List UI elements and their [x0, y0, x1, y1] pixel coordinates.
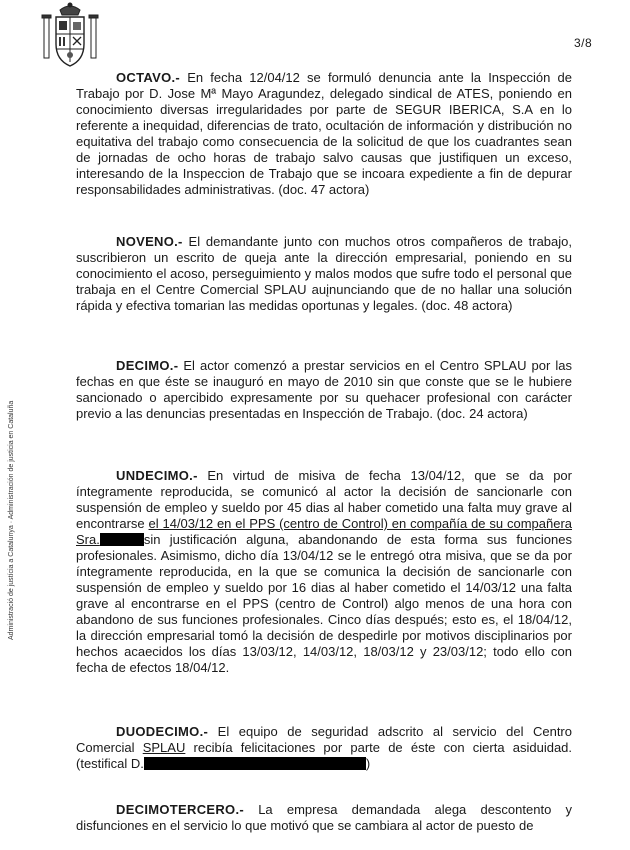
text-duodecimo-3: )	[365, 756, 371, 771]
heading-noveno: NOVENO.-	[116, 234, 183, 249]
side-watermark-text: Administració de justícia a Catalunya · Administración de justicia en Cataluña	[8, 400, 15, 640]
text-undecimo-underlined: el 14/03/12 en el PPS (centro de Control) en compañía de su compañera Sra.	[76, 516, 573, 547]
paragraph-decimo	[76, 358, 572, 422]
redaction-bar	[100, 533, 144, 546]
heading-decimo: DECIMO.-	[116, 358, 179, 373]
paragraph-octavo	[76, 70, 572, 198]
text-octavo: En fecha 12/04/12 se formuló denuncia ante la Inspección de Trabajo por D. Jose Mª Mayo Aragundez, delegado sindical de ATES, poniendo en conocimiento diversas irregularidades por parte de SEGUR IBERICA, S.A en lo referente a inequidad, diferencias de trato, ocultación de información y distribución no equitativa del trabajo como consecuencia de la solicitud de que los cuadrantes sean de jornadas de ocho horas de trabajo salvo causas que justifiquen un exceso, interesando de la Inspeccion de Trabajo que se incoara expediente a fin de depurar responsabilidades administrativas. (doc. 47 actora)	[76, 70, 572, 197]
heading-undecimo: UNDECIMO.-	[116, 468, 198, 483]
text-decimotercero: La empresa demandada alega descontento y disfunciones en el servicio lo que motivó que se cambiara al actor de puesto de	[76, 802, 572, 833]
coat-of-arms-icon	[36, 2, 104, 70]
text-undecimo-1: En virtud de misiva de fecha 13/04/12, que se da por íntegramente reproducida, se comunicó al actor la decisión de sancionarle con suspensión de empleo y sueldo por 45 dias al haber cometido una falta muy grave al encontrarse	[76, 468, 572, 531]
paragraph-noveno	[76, 234, 572, 314]
paragraph-undecimo	[76, 468, 572, 676]
redaction-bar-witness	[144, 757, 366, 770]
text-duodecimo-underlined: SPLAU	[142, 740, 186, 755]
text-undecimo-2: sin justificación alguna, abandonando de esta forma sus funciones profesionales. Asimismo, dicho día 13/04/12 se le entregó otra misiva, que se da por íntegramente reproducida, en la que se comunica la decisión de sancionarle con suspensión de empleo y sueldo por 16 dias al haber cometido el 14/03/12 una falta grave al encontrarse en el PPS (centro de Control) algo menos de una hora con abandono de sus funciones profesionales. Cinco días después; esto es, el 18/04/12, la dirección empresarial tomó la decisión de despedirle por motivos disciplinarios por hechos acaecidos los días 13/03/12, 14/03/12, 18/03/12 y 23/03/12; todo ello con fecha de efectos 18/04/12.	[76, 532, 572, 675]
paragraph-decimotercero	[76, 802, 572, 834]
paragraph-duodecimo	[76, 724, 572, 772]
text-duodecimo-2: recibía felicitaciones por parte de éste con cierta asiduidad. (testifical D.	[76, 740, 573, 771]
text-duodecimo-1: El equipo de seguridad adscrito al servicio del Centro Comercial	[76, 724, 572, 755]
heading-decimotercero: DECIMOTERCERO.-	[116, 802, 244, 817]
text-decimo: El actor comenzó a prestar servicios en el Centro SPLAU por las fechas en que éste se inauguró en mayo de 2010 sin que conste que se le hubiere sancionado o apercibido expresamente por su quehacer profesional con carácter previo a las denuncias presentadas en Inspección de Trabajo. (doc. 24 actora)	[76, 358, 572, 421]
page-number: 3/8	[574, 36, 593, 50]
heading-octavo: OCTAVO.-	[116, 70, 181, 85]
heading-duodecimo: DUODECIMO.-	[116, 724, 209, 739]
text-noveno: El demandante junto con muchos otros compañeros de trabajo, suscribieron un escrito de queja ante la dirección empresarial, poniendo en su conocimiento el acoso, perseguimiento y malos modos que sufre todo el personal que trabaja en el Centre Comercial SPLAU auįnunciando que de no hallar una solución rápida y efectiva tomarian las medidas oportunas y legales. (doc. 48 actora)	[76, 234, 572, 313]
